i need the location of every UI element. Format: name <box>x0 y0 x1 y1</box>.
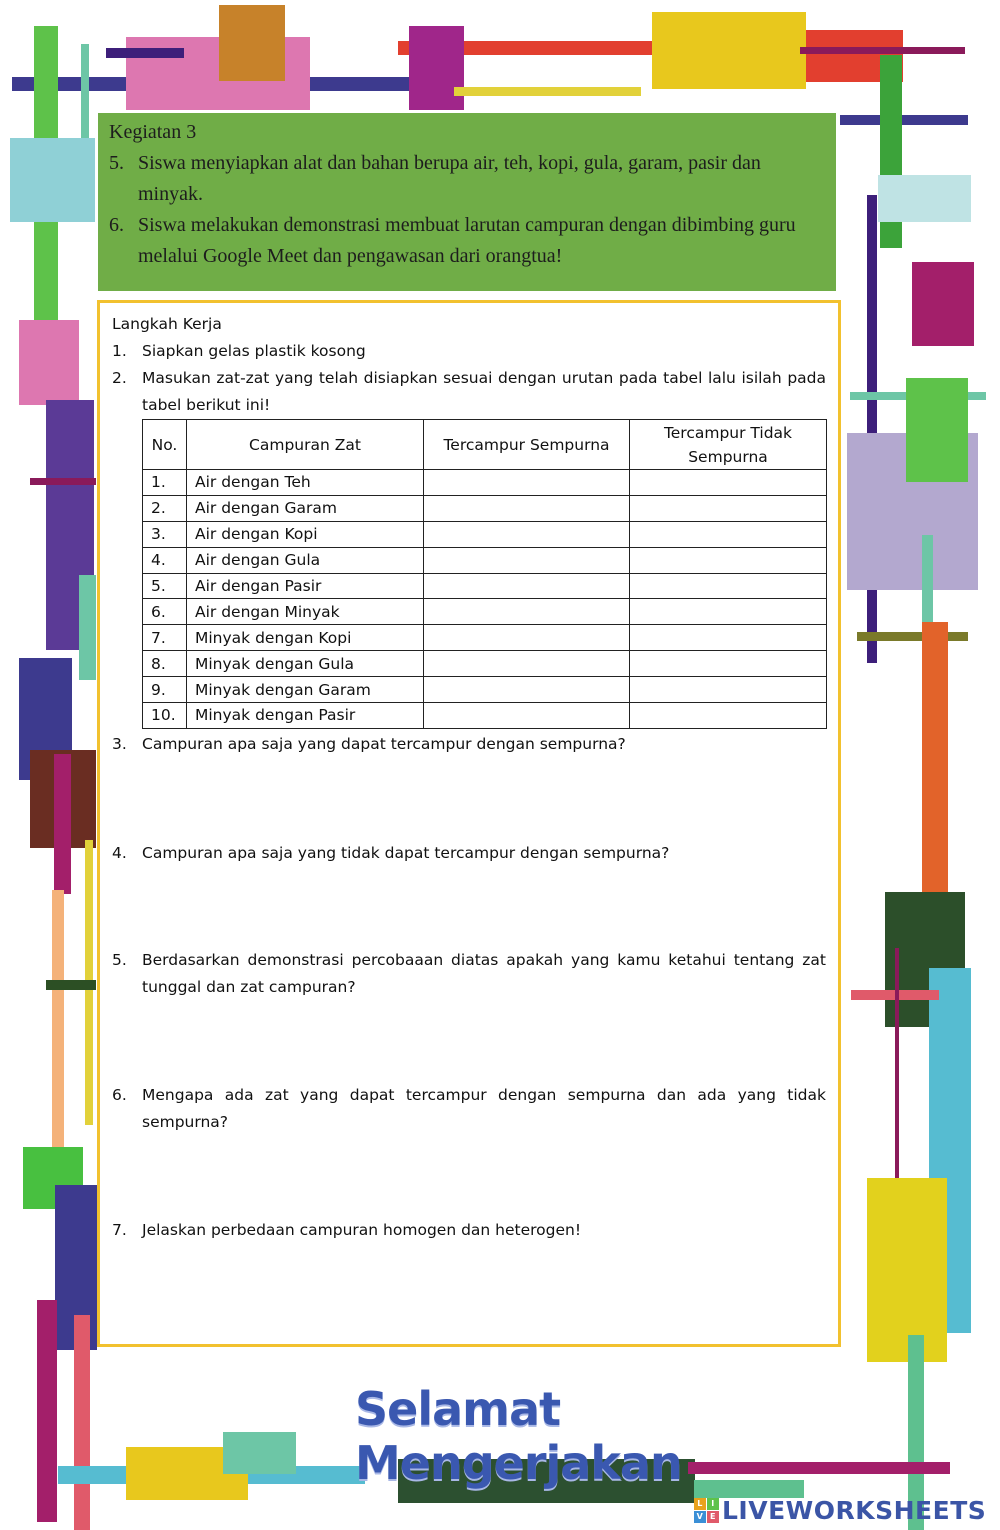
row-mixture: Minyak dengan Kopi <box>187 625 424 651</box>
question-number: 7. <box>112 1221 127 1239</box>
worksheet-heading: Langkah Kerja <box>112 315 222 333</box>
logo-letter: L <box>694 1498 706 1510</box>
question-number: 3. <box>112 735 127 753</box>
deco-bar <box>54 754 71 894</box>
row-number: 3. <box>143 521 187 547</box>
deco-bar <box>223 1432 296 1474</box>
deco-bar <box>79 575 96 680</box>
cell-tercampur-sempurna[interactable] <box>424 651 630 677</box>
question-number: 6. <box>112 1086 127 1104</box>
row-mixture: Air dengan Kopi <box>187 521 424 547</box>
deco-bar <box>454 87 641 96</box>
header-tercampur-tidak-sempurna: Tercampur Tidak Sempurna <box>630 420 827 470</box>
row-number: 5. <box>143 573 187 599</box>
row-number: 10. <box>143 703 187 729</box>
cell-tercampur-tidak-sempurna[interactable] <box>630 703 827 729</box>
row-mixture: Air dengan Garam <box>187 495 424 521</box>
cell-tercampur-sempurna[interactable] <box>424 677 630 703</box>
table-row <box>143 599 827 625</box>
row-number: 7. <box>143 625 187 651</box>
question-number: 5. <box>112 951 127 969</box>
cell-tercampur-sempurna[interactable] <box>424 703 630 729</box>
header-no: No. <box>143 420 187 470</box>
activity-box <box>98 113 836 291</box>
cell-tercampur-tidak-sempurna[interactable] <box>630 547 827 573</box>
cell-tercampur-tidak-sempurna[interactable] <box>630 625 827 651</box>
table-header-row <box>143 420 827 470</box>
deco-bar <box>857 632 968 641</box>
activity-item-number: 6. <box>109 214 124 236</box>
deco-bar <box>74 1315 90 1530</box>
deco-bar <box>878 175 971 222</box>
deco-bar <box>46 980 96 990</box>
header-campuran-zat: Campuran Zat <box>187 420 424 470</box>
activity-item-text: Siswa menyiapkan alat dan bahan berupa air, teh, kopi, gula, garam, pasir dan minyak. <box>138 152 761 205</box>
row-mixture: Air dengan Minyak <box>187 599 424 625</box>
row-mixture: Minyak dengan Gula <box>187 651 424 677</box>
table-row <box>143 495 827 521</box>
question-number: 4. <box>112 844 127 862</box>
question-item <box>112 947 826 1001</box>
table-row <box>143 470 827 496</box>
step-number: 1. <box>112 342 127 360</box>
step-text: Masukan zat-zat yang telah disiapkan sesuai dengan urutan pada tabel lalu isilah pada tabel berikut ini! <box>142 369 826 414</box>
cell-tercampur-tidak-sempurna[interactable] <box>630 573 827 599</box>
row-number: 1. <box>143 470 187 496</box>
liveworksheets-brand[interactable] <box>694 1494 986 1526</box>
table-row <box>143 521 827 547</box>
deco-bar <box>906 378 968 482</box>
activity-item <box>109 210 824 272</box>
activity-item-text: Siswa melakukan demonstrasi membuat larutan campuran dengan dibimbing guru melalui Google Meet dan pengawasan dari orangtua! <box>138 214 796 267</box>
row-number: 8. <box>143 651 187 677</box>
cell-tercampur-tidak-sempurna[interactable] <box>630 599 827 625</box>
cell-tercampur-tidak-sempurna[interactable] <box>630 677 827 703</box>
question-text: Campuran apa saja yang tidak dapat tercampur dengan sempurna? <box>142 844 670 862</box>
deco-bar <box>409 26 464 110</box>
question-text: Jelaskan perbedaan campuran homogen dan heterogen! <box>142 1221 582 1239</box>
step-item <box>112 338 826 365</box>
table-row <box>143 651 827 677</box>
closing-title: Selamat Mengerjakan <box>355 1382 682 1490</box>
cell-tercampur-sempurna[interactable] <box>424 625 630 651</box>
mixture-table <box>142 419 827 729</box>
row-mixture: Air dengan Pasir <box>187 573 424 599</box>
table-row <box>143 547 827 573</box>
cell-tercampur-sempurna[interactable] <box>424 599 630 625</box>
question-text: Campuran apa saja yang dapat tercampur dengan sempurna? <box>142 735 626 753</box>
question-text: Berdasarkan demonstrasi percobaaan diatas apakah yang kamu ketahui tentang zat tunggal dan zat campuran? <box>142 951 826 996</box>
cell-tercampur-tidak-sempurna[interactable] <box>630 651 827 677</box>
question-item <box>112 1217 826 1244</box>
activity-title: Kegiatan 3 <box>109 121 197 143</box>
cell-tercampur-tidak-sempurna[interactable] <box>630 495 827 521</box>
cell-tercampur-sempurna[interactable] <box>424 495 630 521</box>
deco-bar <box>867 195 877 663</box>
activity-item-number: 5. <box>109 152 124 174</box>
worksheet-box <box>97 300 841 1347</box>
logo-letter: E <box>707 1511 719 1523</box>
row-mixture: Minyak dengan Pasir <box>187 703 424 729</box>
deco-bar <box>37 1300 57 1522</box>
deco-bar <box>912 262 974 346</box>
table-row <box>143 703 827 729</box>
header-tercampur-sempurna: Tercampur Sempurna <box>424 420 630 470</box>
table-row <box>143 677 827 703</box>
question-item <box>112 731 826 758</box>
deco-bar <box>30 478 96 485</box>
cell-tercampur-sempurna[interactable] <box>424 547 630 573</box>
deco-bar <box>10 138 95 222</box>
row-mixture: Air dengan Gula <box>187 547 424 573</box>
liveworksheets-text: LIVEWORKSHEETS <box>722 1495 987 1525</box>
cell-tercampur-tidak-sempurna[interactable] <box>630 470 827 496</box>
logo-letter: V <box>694 1511 706 1523</box>
row-mixture: Air dengan Teh <box>187 470 424 496</box>
deco-bar <box>652 12 806 89</box>
deco-bar <box>895 948 899 1188</box>
cell-tercampur-sempurna[interactable] <box>424 470 630 496</box>
deco-bar <box>840 115 968 125</box>
deco-bar <box>800 47 965 54</box>
row-number: 9. <box>143 677 187 703</box>
step-number: 2. <box>112 369 127 387</box>
row-mixture: Minyak dengan Garam <box>187 677 424 703</box>
row-number: 2. <box>143 495 187 521</box>
question-text: Mengapa ada zat yang dapat tercampur dengan sempurna dan ada yang tidak sempurna? <box>142 1086 826 1131</box>
step-item <box>112 365 826 419</box>
deco-bar <box>52 890 64 1150</box>
question-item <box>112 1082 826 1136</box>
activity-item <box>109 148 824 210</box>
step-text: Siapkan gelas plastik kosong <box>142 342 366 360</box>
table-row <box>143 625 827 651</box>
cell-tercampur-sempurna[interactable] <box>424 521 630 547</box>
row-number: 6. <box>143 599 187 625</box>
table-row <box>143 573 827 599</box>
row-number: 4. <box>143 547 187 573</box>
deco-bar <box>922 622 948 912</box>
deco-bar <box>106 48 184 58</box>
cell-tercampur-sempurna[interactable] <box>424 573 630 599</box>
deco-bar <box>867 1178 947 1362</box>
liveworksheets-logo-icon <box>694 1498 719 1523</box>
logo-letter: I <box>707 1498 719 1510</box>
cell-tercampur-tidak-sempurna[interactable] <box>630 521 827 547</box>
table-body <box>143 470 827 729</box>
question-item <box>112 840 826 867</box>
deco-bar <box>219 5 285 81</box>
deco-bar <box>19 320 79 405</box>
